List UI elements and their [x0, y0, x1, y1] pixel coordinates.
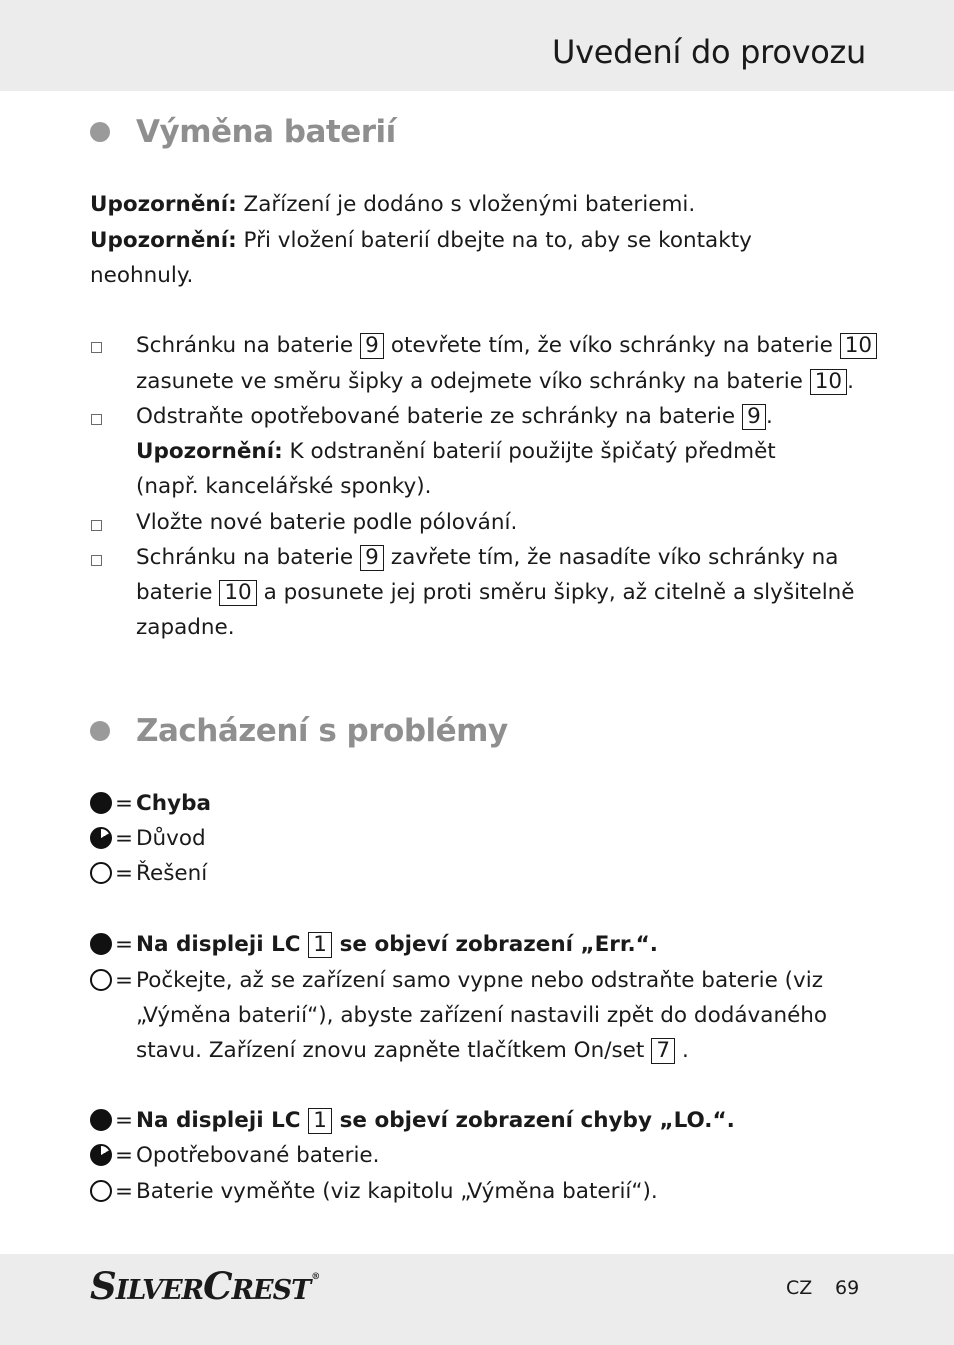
problem-2-solution: Baterie vyměňte (viz kapitolu „Výměna baterií“).: [136, 1179, 658, 1204]
equals-sign: =: [115, 826, 134, 851]
checkbox-icon: [91, 342, 102, 353]
solution-text: stavu. Zařízení znovu zapněte tlačítkem On/set: [136, 1038, 645, 1063]
solution-text: .: [682, 1038, 689, 1063]
step-text: Schránku na baterie: [136, 545, 354, 570]
step-4-line-3: zapadne.: [136, 615, 235, 640]
step-2-line-1: [136, 403, 773, 431]
error-symbol-icon: [90, 933, 112, 955]
logo-letters: ILVER: [115, 1275, 204, 1306]
step-text: .: [847, 369, 854, 394]
section-title-troubleshooting: Zacházení s problémy: [136, 713, 508, 749]
error-text: Na displeji LC: [136, 1108, 301, 1133]
section-bullet-icon: [90, 721, 110, 741]
ref-number: 1: [308, 932, 332, 958]
error-symbol-icon: [90, 1109, 112, 1131]
step-1-line-1: [136, 332, 877, 360]
ref-number: 1: [308, 1108, 332, 1134]
brand-logo: [90, 1264, 319, 1308]
note-label: Upozornění:: [136, 439, 283, 464]
step-4-line-2: [136, 579, 855, 607]
ref-number: 9: [360, 333, 384, 359]
note-2: [90, 227, 752, 255]
step-text: zasunete ve směru šipky a odejmete víko schránky na baterie: [136, 369, 803, 394]
error-text: se objeví zobrazení „Err.“.: [339, 932, 658, 957]
ref-number: 7: [651, 1038, 675, 1064]
step-2-note: [136, 438, 776, 466]
step-4-line-1: [136, 544, 838, 572]
error-text: Na displeji LC: [136, 932, 301, 957]
page-number: 69: [835, 1277, 860, 1299]
equals-sign: =: [115, 1143, 134, 1168]
legend-cause: Důvod: [136, 826, 206, 851]
cause-symbol-icon: [90, 827, 112, 849]
ref-number: 10: [219, 580, 256, 606]
note-text: K odstranění baterií použijte špičatý předmět: [289, 439, 776, 464]
problem-1-solution-line-1: Počkejte, až se zařízení samo vypne nebo odstraňte baterie (viz: [136, 968, 824, 993]
step-2-note-cont: (např. kancelářské sponky).: [136, 474, 432, 499]
ref-number: 10: [810, 369, 847, 395]
equals-sign: =: [115, 861, 134, 886]
step-text: otevřete tím, že víko schránky na baterie: [390, 333, 833, 358]
logo-letters: REST: [231, 1275, 311, 1306]
equals-sign: =: [115, 1179, 134, 1204]
note-text: Při vložení baterií dbejte na to, aby se kontakty: [243, 228, 752, 253]
step-text: a posunete jej proti směru šipky, až citelně a slyšitelně: [263, 580, 855, 605]
error-symbol-icon: [90, 792, 112, 814]
ref-number: 10: [840, 333, 877, 359]
legend-solution: Řešení: [136, 861, 208, 886]
note-1: [90, 191, 695, 219]
section-title-battery: Výměna baterií: [136, 114, 396, 150]
page-title: Uvedení do provozu: [552, 33, 866, 71]
error-text: se objeví zobrazení chyby „LO.“.: [339, 1108, 735, 1133]
ref-number: 9: [742, 404, 766, 430]
note-label: Upozornění:: [90, 228, 237, 253]
equals-sign: =: [115, 791, 134, 816]
solution-symbol-icon: [90, 969, 112, 991]
equals-sign: =: [115, 968, 134, 993]
cause-symbol-icon: [90, 1144, 112, 1166]
note-label: Upozornění:: [90, 192, 237, 217]
equals-sign: =: [115, 1108, 134, 1133]
step-3: Vložte nové baterie podle pólování.: [136, 510, 518, 535]
equals-sign: =: [115, 932, 134, 957]
step-text: baterie: [136, 580, 213, 605]
ref-number: 9: [360, 545, 384, 571]
legend-error: Chyba: [136, 791, 211, 816]
solution-symbol-icon: [90, 862, 112, 884]
step-text: .: [765, 404, 773, 429]
step-text: Schránku na baterie: [136, 333, 354, 358]
problem-1-solution-line-2: „Výměna baterií“), abyste zařízení nastavili zpět do dodávaného: [136, 1003, 828, 1028]
solution-symbol-icon: [90, 1180, 112, 1202]
step-text: zavřete tím, že nasadíte víko schránky na: [390, 545, 839, 570]
checkbox-icon: [91, 520, 102, 531]
note-text: Zařízení je dodáno s vloženými bateriemi.: [243, 192, 696, 217]
note-2-cont: neohnuly.: [90, 263, 194, 288]
logo-letter: S: [90, 1264, 116, 1308]
language-code: CZ: [786, 1277, 813, 1299]
checkbox-icon: [91, 555, 102, 566]
problem-2-error: [136, 1107, 735, 1135]
step-text: Odstraňte opotřebované baterie ze schránky na baterie: [136, 404, 736, 429]
logo-letter: C: [203, 1264, 232, 1308]
problem-1-solution-line-3: [136, 1037, 689, 1065]
registered-mark: ®: [311, 1272, 320, 1282]
step-1-line-2: [136, 368, 854, 396]
problem-1-error: [136, 931, 658, 959]
problem-2-cause: Opotřebované baterie.: [136, 1143, 380, 1168]
section-bullet-icon: [90, 122, 110, 142]
checkbox-icon: [91, 414, 102, 425]
